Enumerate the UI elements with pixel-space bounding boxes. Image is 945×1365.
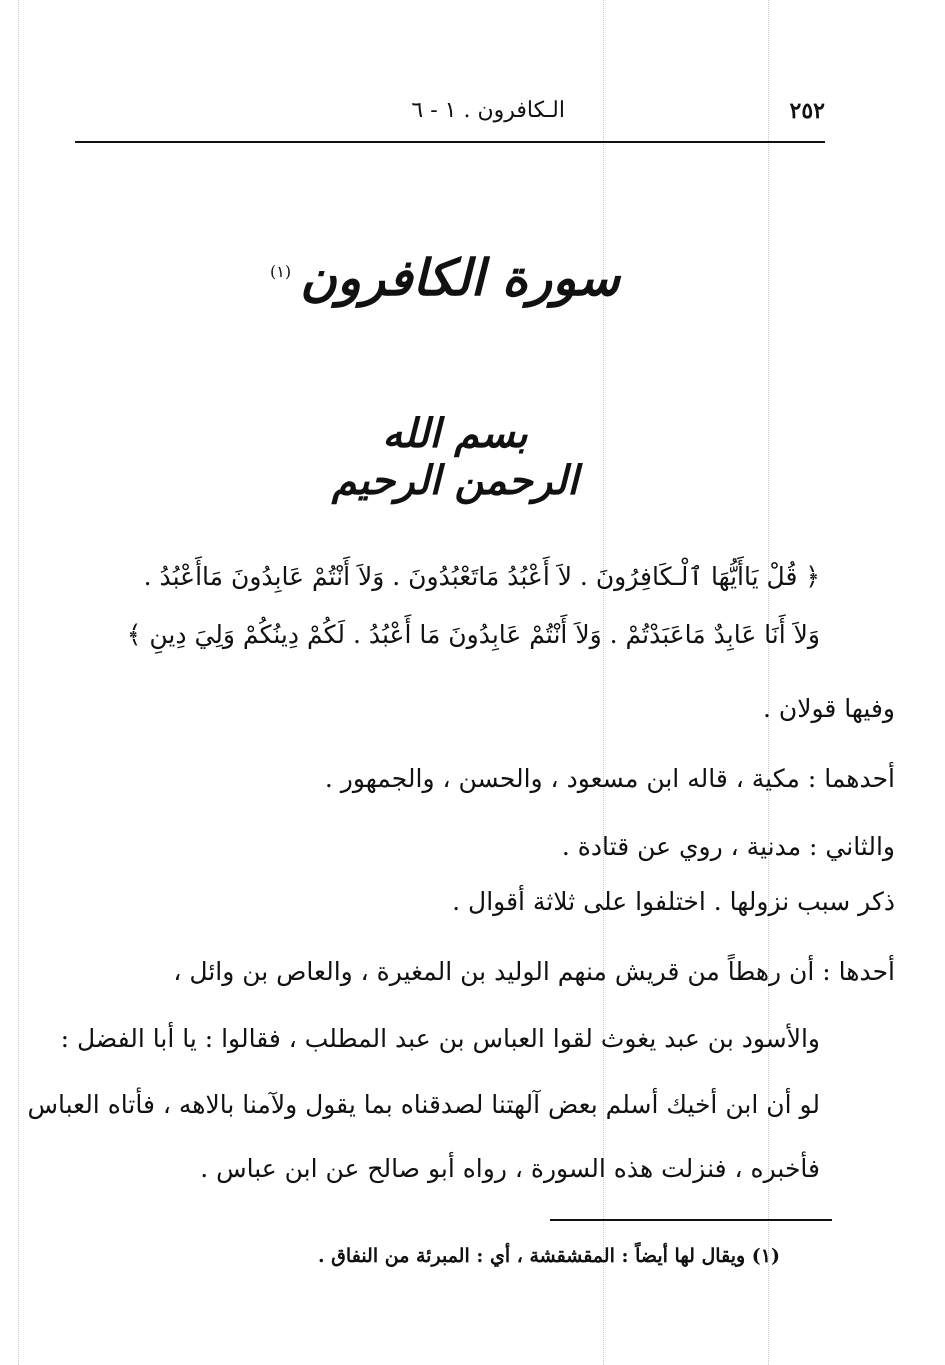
commentary-paragraph: ذكر سبب نزولها . اختلفوا على ثلاثة أقوال . xyxy=(452,887,895,916)
verse-line: وَلاَ أَنَا عَابِدٌ مَاعَبَدْتُمْ . وَلاَ أَنْتُمْ عَابِدُونَ مَا أَعْبُدُ . لَكُمْ دِينُكُمْ وَلِيَ دِينِ ﴾ xyxy=(126,620,820,649)
commentary-line: لو أن ابن أخيك أسلم بعض آلهتنا لصدقناه بما يقول ولآمنا بالاهه ، فأتاه العباس xyxy=(27,1090,820,1119)
footnote-reference: (١) xyxy=(270,262,292,281)
commentary-paragraph: وفيها قولان . xyxy=(762,694,895,723)
page-header xyxy=(75,92,825,142)
page-number: ٢٥٢ xyxy=(789,98,825,124)
verse-line: ﴿ قُلْ يَاأَيُّهَا ٱلْـكَافِرُونَ . لاَ أَعْبُدُ مَاتَعْبُدُونَ . وَلاَ أَنْتُمْ عَابِدُونَ مَاأَعْبُدُ . xyxy=(143,562,820,591)
commentary-line: أحدها : أن رهطاً من قريش منهم الوليد بن المغيرة ، والعاص بن وائل ، xyxy=(173,957,895,986)
scan-guide-line xyxy=(18,0,19,1365)
footnote: (١) ويقال لها أيضاً : المقشقشة ، أي : المبرئة من النفاق . xyxy=(317,1245,780,1267)
commentary-line: والأسود بن عبد يغوث لقوا العباس بن عبد المطلب ، فقالوا : يا أبا الفضل : xyxy=(60,1024,820,1053)
surah-title: سورة الكافرون xyxy=(300,248,620,307)
basmala: بسم الله الرحمن الرحيم xyxy=(331,410,579,504)
commentary-line: فأخبره ، فنزلت هذه السورة ، رواه أبو صالح عن ابن عباس . xyxy=(200,1154,820,1183)
footnote-rule xyxy=(550,1219,832,1221)
header-rule xyxy=(75,141,825,143)
commentary-paragraph: أحدهما : مكية ، قاله ابن مسعود ، والحسن ، والجمهور . xyxy=(324,764,895,793)
running-title: الـكافرون . ١ - ٦ xyxy=(411,98,565,123)
commentary-paragraph: والثاني : مدنية ، روي عن قتادة . xyxy=(561,832,895,861)
